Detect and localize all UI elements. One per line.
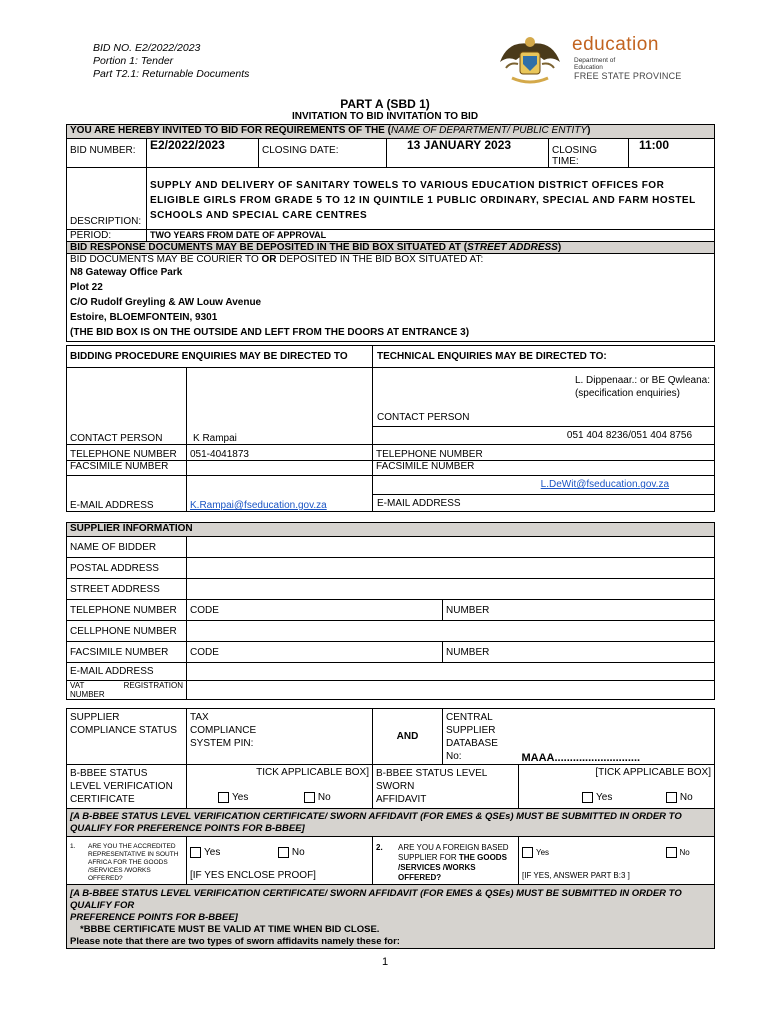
- q1-note: [IF YES ENCLOSE PROOF]: [190, 870, 316, 882]
- address-cell: [67, 254, 715, 342]
- sworn-no-label: No: [679, 792, 693, 804]
- csd-label: [443, 709, 519, 765]
- q1-yes-checkbox[interactable]: [190, 847, 201, 858]
- tick-box-left-label: TICK APPLICABLE BOX]: [256, 767, 369, 778]
- address-line-2: Plot 22: [70, 282, 103, 293]
- compliance-line1: SUPPLIER: [70, 712, 120, 723]
- q1-no-label: No: [291, 847, 305, 859]
- q2-no-checkbox[interactable]: [666, 847, 677, 858]
- email-value-cell: [187, 476, 373, 512]
- cellphone-label: CELLPHONE NUMBER: [67, 621, 187, 642]
- q2-note: [IF YES, ANSWER PART B:3 ]: [522, 871, 630, 881]
- facsimile-label: FACSIMILE NUMBER: [67, 642, 187, 663]
- tech-note-1: L. Dippenaar.: or BE Qwleana:: [574, 375, 711, 386]
- telephone-number-field[interactable]: NUMBER: [443, 600, 715, 621]
- deposit-suffix: ): [557, 242, 562, 253]
- bidder-name-label: NAME OF BIDDER: [67, 537, 187, 558]
- tax-pin-line3: SYSTEM PIN:: [190, 738, 254, 749]
- sworn-yes-label: Yes: [596, 792, 613, 804]
- tech-email-link[interactable]: L.DeWit@fseducation.gov.za: [540, 479, 670, 490]
- bid-email-link[interactable]: K.Rampai@fseducation.gov.za: [190, 500, 327, 511]
- enquiries-table: [66, 345, 715, 512]
- bbbee-sworn-label: [373, 765, 519, 809]
- certificate-no-label: No: [317, 792, 331, 804]
- supplier-info-table: [66, 522, 715, 700]
- supplier-email-label: E-MAIL ADDRESS: [67, 663, 187, 681]
- q2-yes-checkbox[interactable]: [522, 847, 533, 858]
- invited-prefix: YOU ARE HEREBY INVITED TO BID FOR REQUIREMENTS OF THE (: [70, 125, 391, 136]
- page-number: 1: [381, 956, 389, 968]
- q2-number: 2.: [376, 843, 383, 852]
- invited-row: [67, 125, 715, 139]
- deposit-row: [67, 242, 715, 254]
- certificate-options: [190, 792, 369, 803]
- vat-label: [67, 681, 187, 700]
- q2-options: [522, 847, 711, 858]
- closing-time-label: CLOSING TIME:: [549, 139, 629, 168]
- coat-of-arms-icon: [490, 34, 570, 86]
- tech-phone-value: 051 404 8236/051 404 8756: [566, 430, 693, 441]
- bbbee-certificate-tick-cell: [187, 765, 373, 809]
- street-address-label: STREET ADDRESS: [67, 579, 187, 600]
- tech-email-label: E-MAIL ADDRESS: [377, 498, 461, 509]
- address-line-1: N8 Gateway Office Park: [70, 267, 183, 278]
- q1-cell: [67, 837, 187, 885]
- csd-line3: DATABASE: [446, 738, 498, 749]
- compliance-line2: COMPLIANCE STATUS: [70, 725, 177, 736]
- telephone-number-label: TELEPHONE NUMBER: [67, 600, 187, 621]
- notice2-line4: Please note that there are two types of sworn affidavits namely these for:: [70, 936, 400, 947]
- fax-label: FACSIMILE NUMBER: [67, 461, 187, 476]
- deposit-italic: STREET ADDRESS: [467, 242, 558, 253]
- education-logo: [490, 34, 700, 86]
- bbbee-notice-2: [67, 885, 715, 949]
- address-block: [70, 265, 711, 340]
- tech-fax-label: FACSIMILE NUMBER: [373, 461, 715, 476]
- sworn-line2: AFFIDAVIT: [376, 794, 427, 805]
- certificate-yes-checkbox[interactable]: [218, 792, 229, 803]
- invitation-title: INVITATION TO BID INVITATION TO BID: [291, 111, 479, 122]
- courier-suffix: DEPOSITED IN THE BID BOX SITUATED AT:: [276, 254, 484, 265]
- csd-line2: SUPPLIER: [446, 725, 496, 736]
- tech-contact-cell: [373, 368, 715, 445]
- description-label: DESCRIPTION:: [67, 168, 147, 230]
- technical-enquiries-label: TECHNICAL ENQUIRIES MAY BE DIRECTED TO:: [373, 346, 715, 368]
- q2-text-part1: ARE YOU A FOREIGN BASED SUPPLIER FOR: [398, 843, 509, 862]
- address-line-3: C/O Rudolf Greyling & AW Louw Avenue: [70, 297, 262, 308]
- description-value: SUPPLY AND DELIVERY OF SANITARY TOWELS TO VARIOUS EDUCATION DISTRICT OFFICES FOR ELIGIBLE GIRLS FROM GRADE 5 TO 12 IN QUINTILE 1 PUBLIC ORDINARY, SPECIAL AND FARM HOSTEL SCHOOLS AND SPECIAL CARE CENTRES: [147, 168, 715, 230]
- q1-no-checkbox[interactable]: [278, 847, 289, 858]
- bid-number-label: BID NUMBER:: [67, 139, 147, 168]
- certificate-yes-label: Yes: [232, 792, 249, 804]
- q1-yes-label: Yes: [204, 847, 221, 859]
- tax-pin-cell[interactable]: [187, 709, 373, 765]
- closing-date-label: CLOSING DATE:: [259, 139, 387, 168]
- fax-value: [187, 461, 373, 476]
- vat-left: VAT: [70, 681, 85, 690]
- q2-text-part2: THE GOODS /SERVICES /WORKS OFFERED?: [398, 853, 507, 882]
- invited-suffix: ): [587, 125, 591, 136]
- logo-word: education: [572, 34, 659, 55]
- bbbee-line3: CERTIFICATE: [70, 794, 135, 805]
- vat-line2: NUMBER: [70, 690, 105, 699]
- and-label: AND: [373, 709, 443, 765]
- csd-number-field[interactable]: MAAA............................: [519, 709, 715, 765]
- postal-address-label: POSTAL ADDRESS: [67, 558, 187, 579]
- certificate-no-checkbox[interactable]: [304, 792, 315, 803]
- logo-department: [574, 57, 615, 71]
- tax-pin-line2: COMPLIANCE: [190, 725, 257, 736]
- bbbee-line2: LEVEL VERIFICATION: [70, 781, 173, 792]
- telephone-value: 051-4041873: [187, 445, 373, 461]
- csd-line1: CENTRAL: [446, 712, 493, 723]
- vat-field[interactable]: [187, 681, 715, 700]
- courier-or: OR: [261, 254, 277, 265]
- telephone-code-field[interactable]: CODE: [187, 600, 443, 621]
- bidding-enquiries-label: BIDDING PROCEDURE ENQUIRIES MAY BE DIRECTED TO: [67, 346, 373, 368]
- notice2-line3: *BBBE CERTIFICATE MUST BE VALID AT TIME WHEN BID CLOSE.: [80, 924, 380, 935]
- logo-province: FREE STATE PROVINCE: [574, 71, 682, 81]
- q1-options: [190, 847, 369, 858]
- tech-telephone-label: TELEPHONE NUMBER: [373, 445, 715, 461]
- email-label: E-MAIL ADDRESS: [67, 476, 187, 512]
- bid-number-value: E2/2022/2023: [147, 139, 259, 168]
- courier-line: [70, 254, 711, 265]
- bbbee-notice: [67, 809, 715, 837]
- sworn-line1: B-BBEE STATUS LEVEL SWORN: [376, 768, 487, 792]
- tech-email-cell: [373, 476, 715, 512]
- q1-text: ARE YOU THE ACCREDITED REPRESENTATIVE IN SOUTH AFRICA FOR THE GOODS /SERVICES /WORKS OFFERED?: [88, 843, 179, 882]
- part-title: PART A (SBD 1): [340, 97, 430, 111]
- contact-person-value: K Rampai: [187, 368, 373, 445]
- q2-yes-label: Yes: [536, 848, 550, 857]
- bbbee-sworn-tick-cell: [519, 765, 715, 809]
- deposit-prefix: BID RESPONSE DOCUMENTS MAY BE DEPOSITED IN THE BID BOX SITUATED AT (: [70, 242, 468, 253]
- fax-code-field[interactable]: CODE: [187, 642, 443, 663]
- notice2-line2: PREFERENCE POINTS FOR B-BBEE]: [70, 912, 238, 923]
- document-header: [93, 42, 249, 81]
- notice2-line1: [A B-BBEE STATUS LEVEL VERIFICATION CERTIFICATE/ SWORN AFFIDAVIT (FOR EMES & QSEs) MUST BE SUBMITTED IN ORDER TO QUALIFY FOR: [70, 888, 682, 911]
- supplier-info-header: SUPPLIER INFORMATION: [67, 523, 715, 537]
- tax-pin-line1: TAX: [190, 712, 209, 723]
- sworn-yes-checkbox[interactable]: [582, 792, 593, 803]
- postal-address-field[interactable]: [187, 558, 715, 579]
- questions-table: [66, 836, 715, 949]
- tech-contact-label: CONTACT PERSON: [377, 412, 470, 423]
- part-line: Part T2.1: Returnable Documents: [93, 68, 250, 80]
- q2-text: [398, 843, 515, 883]
- closing-date-value: 13 JANUARY 2023: [387, 139, 549, 168]
- bidder-name-field[interactable]: [187, 537, 715, 558]
- courier-prefix: BID DOCUMENTS MAY BE COURIER TO: [70, 254, 262, 265]
- q1-answer-cell: [187, 837, 373, 885]
- closing-time-value: 11:00: [629, 139, 715, 168]
- street-address-field[interactable]: [187, 579, 715, 600]
- telephone-label: TELEPHONE NUMBER: [67, 445, 187, 461]
- invited-italic: NAME OF DEPARTMENT/ PUBLIC ENTITY: [390, 125, 588, 136]
- bid-details-table: [66, 124, 715, 342]
- period-value: TWO YEARS FROM DATE OF APPROVAL: [147, 230, 715, 242]
- q2-answer-cell: [519, 837, 715, 885]
- address-line-5: (THE BID BOX IS ON THE OUTSIDE AND LEFT FROM THE DOORS AT ENTRANCE 3): [70, 327, 470, 338]
- period-label: PERIOD:: [67, 230, 147, 242]
- sworn-no-checkbox[interactable]: [666, 792, 677, 803]
- address-line-4: Estoire, BLOEMFONTEIN, 9301: [70, 312, 218, 323]
- bbbee-line1: B-BBEE STATUS: [70, 768, 148, 779]
- sworn-options: [522, 792, 711, 803]
- q2-no-label: No: [679, 848, 690, 857]
- bbbee-notice-line2: QUALIFY FOR PREFERENCE POINTS FOR B-BBEE]: [70, 823, 305, 834]
- supplier-compliance-label: [67, 709, 187, 765]
- tech-contact-note: [575, 374, 710, 400]
- logo-line1: Department of: [574, 57, 616, 64]
- bid-no-line: BID NO. E2/2022/2023: [93, 42, 201, 54]
- csd-line4: No:: [446, 751, 462, 762]
- vat-right: REGISTRATION: [123, 681, 183, 690]
- tick-box-right-label: [TICK APPLICABLE BOX]: [595, 767, 711, 778]
- portion-line: Portion 1: Tender: [93, 55, 174, 67]
- fax-number-field[interactable]: NUMBER: [443, 642, 715, 663]
- bbbee-certificate-label: [67, 765, 187, 809]
- q2-cell: [373, 837, 519, 885]
- q1-number: 1.: [70, 843, 76, 850]
- logo-line2: Education: [574, 64, 603, 71]
- contact-person-label: CONTACT PERSON: [67, 368, 187, 445]
- cellphone-field[interactable]: [187, 621, 715, 642]
- tech-note-2: (specification enquiries): [574, 388, 680, 399]
- bbbee-notice-line1: [A B-BBEE STATUS LEVEL VERIFICATION CERTIFICATE/ SWORN AFFIDAVIT (FOR EMES & QSEs) MUST BE SUBMITTED IN ORDER TO: [70, 811, 682, 822]
- compliance-table: [66, 708, 715, 837]
- supplier-email-field[interactable]: [187, 663, 715, 681]
